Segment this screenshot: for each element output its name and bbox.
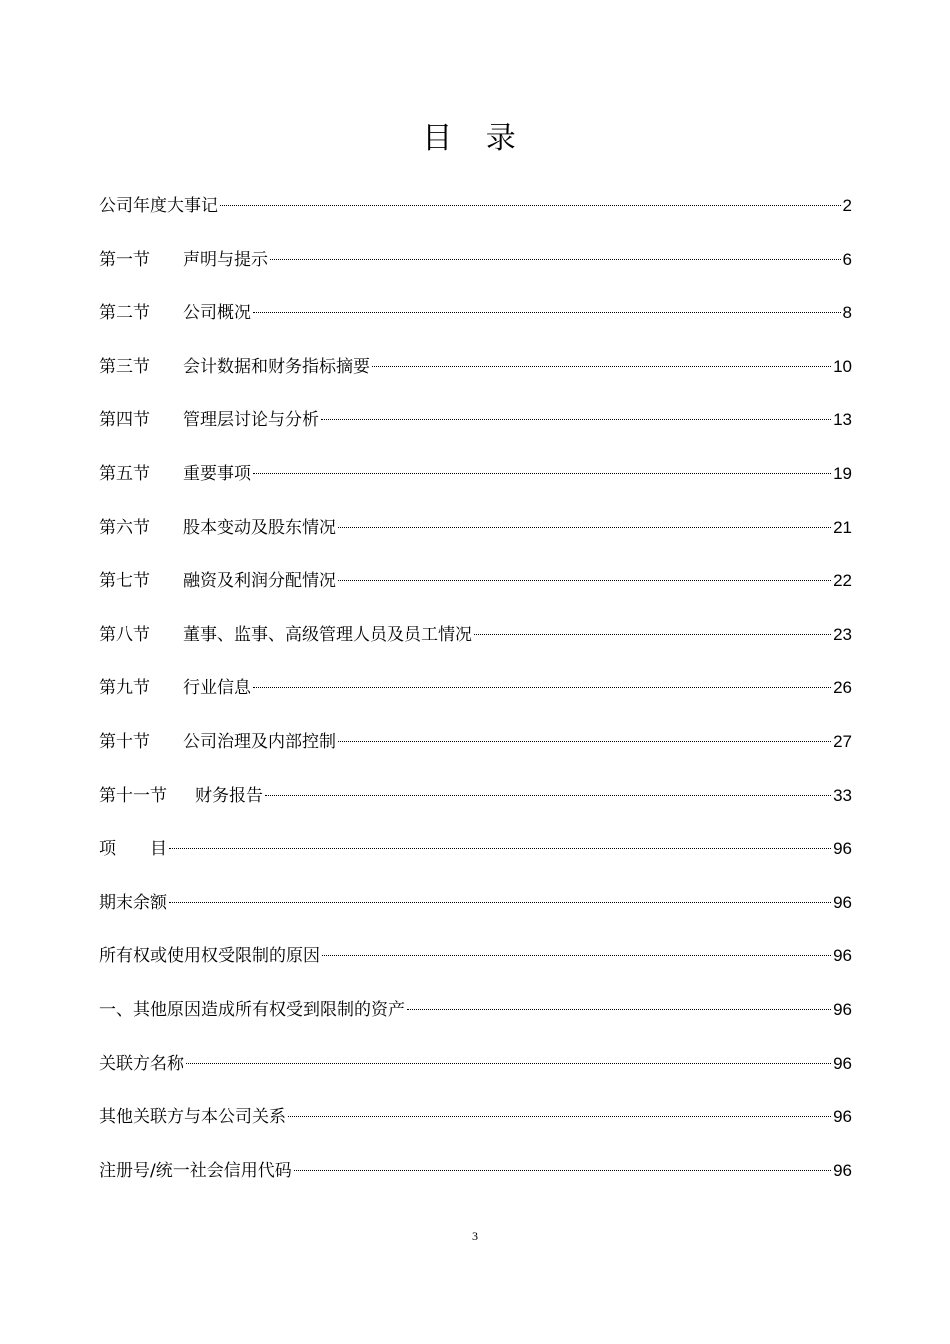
- toc-entry-text: 公司年度大事记: [99, 196, 218, 216]
- toc-section-label: 第二节: [99, 303, 150, 324]
- toc-entry-page: 2: [842, 196, 852, 215]
- toc-entry[interactable]: [99, 881, 852, 935]
- toc-leader-dots: [474, 634, 831, 635]
- toc-entry[interactable]: [99, 184, 852, 238]
- toc-entry-page: 33: [833, 785, 852, 805]
- toc-leader-dots: [322, 955, 831, 956]
- toc-entry-page: 10: [833, 356, 852, 376]
- toc-entry-text: 管理层讨论与分析: [183, 410, 319, 431]
- toc-entry-page: 96: [833, 892, 852, 912]
- toc-section-label: 第五节: [99, 463, 150, 484]
- toc-leader-dots: [220, 205, 841, 206]
- toc-entry-text: 关联方名称: [99, 1053, 184, 1074]
- toc-leader-dots: [321, 419, 831, 420]
- toc-entry-text: 项 目: [99, 839, 167, 860]
- toc-entry-text: 融资及利润分配情况: [183, 571, 336, 592]
- toc-entry-page: 22: [833, 571, 852, 591]
- toc-leader-dots: [338, 580, 831, 581]
- toc-entry[interactable]: [99, 666, 852, 720]
- toc-section-label: 第四节: [99, 410, 150, 431]
- toc-entry-text: 财务报告: [195, 785, 263, 806]
- toc-entry-page: 8: [842, 303, 852, 323]
- toc-entry-text: 会计数据和财务指标摘要: [183, 356, 370, 377]
- toc-entry[interactable]: [99, 774, 852, 828]
- toc-entry-text: 公司概况: [183, 303, 251, 324]
- toc-entry[interactable]: [99, 238, 852, 292]
- toc-section-label: 第九节: [99, 678, 150, 699]
- toc-leader-dots: [338, 741, 831, 742]
- toc-entry-text: 行业信息: [183, 678, 251, 699]
- toc-leader-dots: [253, 312, 841, 313]
- toc-leader-dots: [169, 848, 831, 849]
- toc-section-label: 第十节: [99, 731, 150, 752]
- toc-entry-page: 6: [842, 249, 852, 269]
- toc-entry-page: 13: [833, 410, 852, 430]
- toc-entry[interactable]: [99, 398, 852, 452]
- toc-entry-page: 96: [833, 946, 852, 966]
- toc-title: 目 录: [422, 121, 528, 156]
- toc-section-label: 第一节: [99, 249, 150, 270]
- toc-entry[interactable]: [99, 720, 852, 774]
- toc-entry[interactable]: [99, 345, 852, 399]
- toc-section-label: 第八节: [99, 624, 150, 645]
- toc-entry-text: 期末余额: [99, 892, 167, 913]
- page-number: 3: [472, 1229, 478, 1243]
- toc-entry-page: 96: [833, 1053, 852, 1073]
- toc-entry-page: 21: [833, 517, 852, 537]
- toc-entry[interactable]: [99, 506, 852, 560]
- toc-entry-page: 27: [833, 731, 852, 751]
- toc-entry-text: 重要事项: [183, 463, 251, 484]
- toc-leader-dots: [186, 1063, 831, 1064]
- toc-entry[interactable]: [99, 291, 852, 345]
- toc-entry[interactable]: [99, 1149, 852, 1203]
- toc-entry-page: 26: [833, 678, 852, 698]
- toc-entry[interactable]: [99, 827, 852, 881]
- toc-entry[interactable]: [99, 452, 852, 506]
- toc-leader-dots: [372, 366, 831, 367]
- toc-entry-page: 19: [833, 463, 852, 483]
- toc-entry[interactable]: [99, 559, 852, 613]
- toc-entry[interactable]: [99, 934, 852, 988]
- toc-entry-page: 96: [833, 1160, 852, 1180]
- toc-entry[interactable]: [99, 1042, 852, 1096]
- toc-entry-text: 声明与提示: [183, 249, 268, 270]
- toc-leader-dots: [265, 795, 831, 796]
- toc-section-label: 第十一节: [99, 785, 167, 806]
- toc-entry-text: 注册号/统一社会信用代码: [99, 1160, 292, 1181]
- table-of-contents: [99, 184, 852, 1202]
- toc-entry-page: 96: [833, 999, 852, 1019]
- toc-entry[interactable]: [99, 613, 852, 667]
- toc-leader-dots: [407, 1009, 831, 1010]
- toc-entry-text: 一、其他原因造成所有权受到限制的资产: [99, 999, 405, 1020]
- toc-leader-dots: [253, 473, 831, 474]
- toc-entry-text: 董事、监事、高级管理人员及员工情况: [183, 624, 472, 645]
- toc-leader-dots: [253, 687, 831, 688]
- toc-entry-text: 股本变动及股东情况: [183, 517, 336, 538]
- toc-entry-page: 23: [833, 624, 852, 644]
- toc-leader-dots: [288, 1116, 831, 1117]
- toc-section-label: 第六节: [99, 517, 150, 538]
- toc-entry-page: 96: [833, 1107, 852, 1127]
- toc-entry[interactable]: [99, 1095, 852, 1149]
- toc-entry-text: 公司治理及内部控制: [183, 731, 336, 752]
- toc-section-label: 第七节: [99, 571, 150, 592]
- toc-entry[interactable]: [99, 988, 852, 1042]
- toc-leader-dots: [338, 527, 831, 528]
- toc-entry-text: 所有权或使用权受限制的原因: [99, 946, 320, 967]
- toc-section-label: 第三节: [99, 356, 150, 377]
- toc-leader-dots: [169, 902, 831, 903]
- toc-leader-dots: [270, 259, 841, 260]
- toc-leader-dots: [294, 1170, 831, 1171]
- toc-entry-page: 96: [833, 839, 852, 859]
- toc-entry-text: 其他关联方与本公司关系: [99, 1107, 286, 1128]
